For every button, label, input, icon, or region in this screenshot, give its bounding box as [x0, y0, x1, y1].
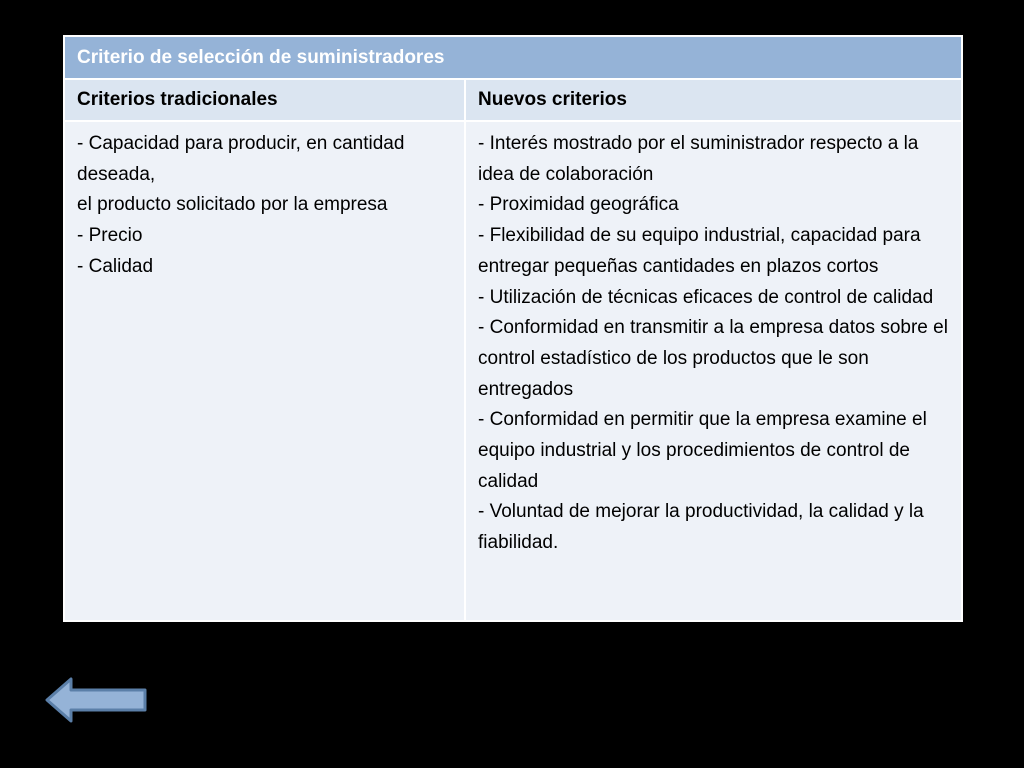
table-title: Criterio de selección de suministradores: [64, 36, 962, 79]
list-item: - Capacidad para producir, en cantidad deseada,: [77, 133, 405, 185]
table-header-row: [64, 79, 962, 121]
left-arrow-icon: [47, 679, 145, 721]
table-title-row: [64, 36, 962, 79]
back-button[interactable]: [45, 676, 149, 724]
list-item: - Proximidad geográfica: [478, 194, 679, 216]
list-item: - Calidad: [77, 255, 154, 277]
list-item: - Conformidad en transmitir a la empresa datos sobre el control estadístico de los productos que le son entregados: [478, 317, 948, 400]
criteria-table: [63, 35, 963, 622]
list-item: - Flexibilidad de su equipo industrial, capacidad para entregar pequeñas cantidades en plazos cortos: [478, 225, 921, 277]
list-item: - Utilización de técnicas eficaces de control de calidad: [478, 286, 934, 308]
traditional-criteria-cell: [64, 121, 465, 621]
list-item: - Voluntad de mejorar la productividad, la calidad y la fiabilidad.: [478, 501, 924, 554]
list-item: - Precio: [77, 225, 143, 247]
table-body-row: [64, 121, 962, 621]
list-item: - Conformidad en permitir que la empresa examine el equipo industrial y los procedimientos de control de calidad: [478, 409, 927, 492]
list-item: - Interés mostrado por el suministrador respecto a la idea de colaboración: [478, 133, 919, 185]
list-item: el producto solicitado por la empresa: [77, 194, 388, 216]
column-header-new: Nuevos criterios: [465, 79, 962, 121]
column-header-traditional: Criterios tradicionales: [64, 79, 465, 121]
new-criteria-cell: [465, 121, 962, 621]
